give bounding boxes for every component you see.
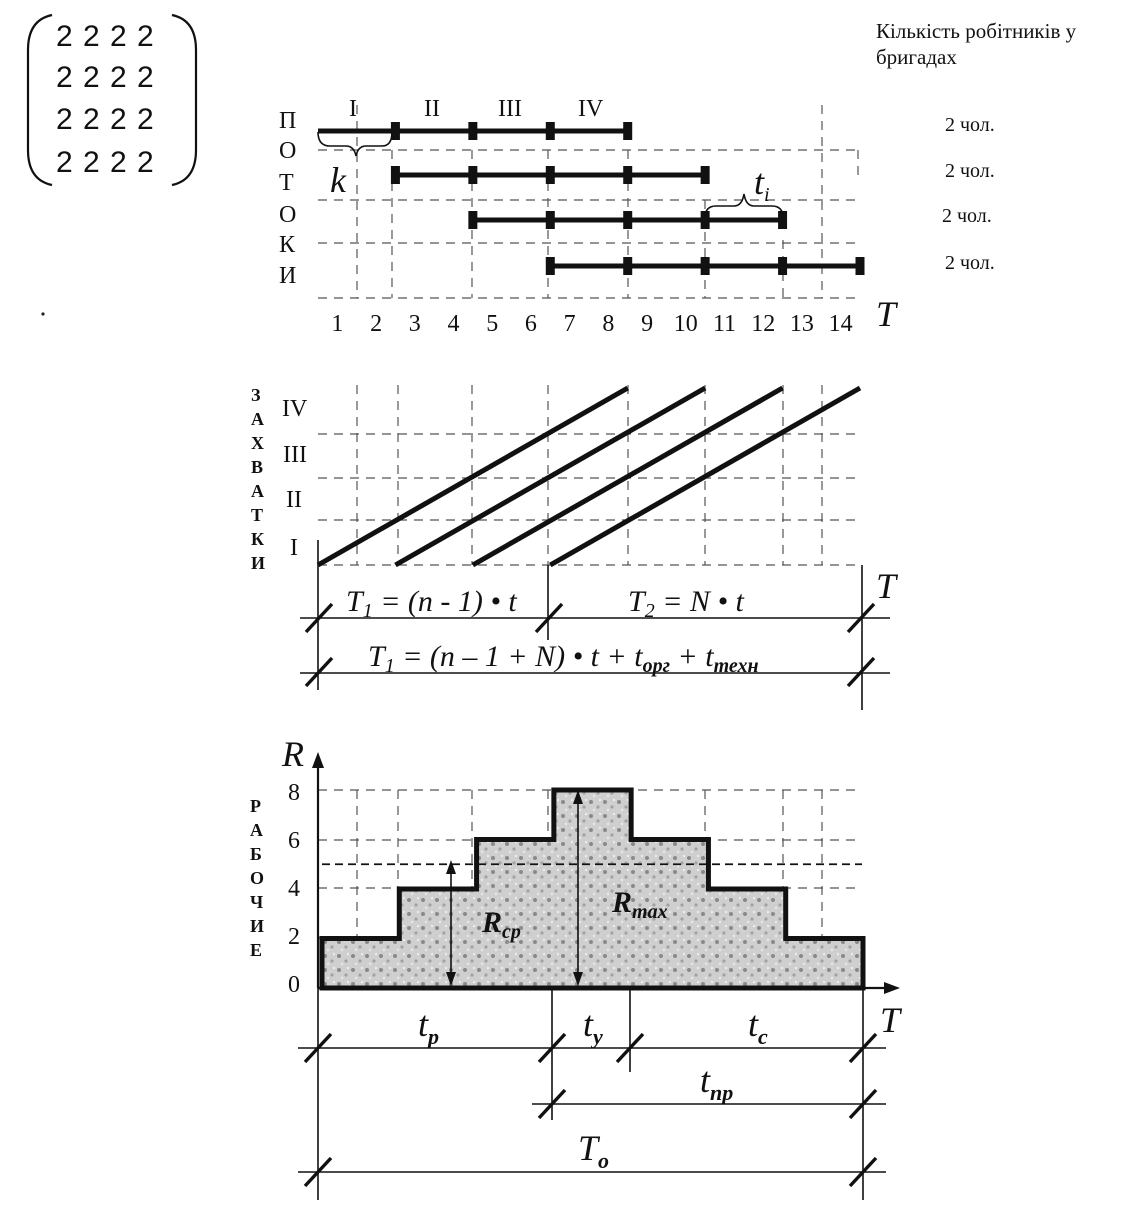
linear-y-tick: III (283, 442, 307, 468)
stream-diagonal (395, 388, 705, 565)
linear-stream-lines (318, 388, 860, 565)
resource-y-tick: 2 (288, 924, 300, 950)
matrix-cell: 2 (56, 103, 73, 136)
label-letter: И (251, 553, 266, 573)
stage-label: II (424, 96, 440, 122)
matrix-cell: 2 (56, 146, 73, 179)
label-letter: К (279, 232, 296, 258)
resource-y-axis-label: R (282, 734, 304, 774)
crew-matrix (28, 15, 196, 185)
cyclogram-x-axis-label: T (876, 294, 897, 334)
t-p-label: $t_р$ (418, 1004, 440, 1049)
linear-x-axis-label: T (876, 566, 897, 606)
label-letter: О (250, 868, 265, 888)
formula-t1: $T_1 = (n - 1)$ • t (346, 585, 517, 622)
label-letter: И (279, 263, 297, 289)
r-avg-label: $R_{ср}$ (482, 906, 521, 943)
label-letter: О (279, 138, 297, 164)
ti-brace (705, 194, 783, 218)
label-letter: О (279, 202, 297, 228)
resource-chart (250, 734, 903, 1200)
cyclogram-x-tick: 12 (751, 311, 776, 337)
matrix-cell: 2 (110, 20, 127, 53)
matrix-cell: 2 (83, 61, 100, 94)
label-letter: К (251, 529, 265, 549)
linear-y-tick: I (290, 535, 298, 561)
label-letter: П (279, 108, 297, 134)
resource-vertical-label (250, 796, 264, 960)
cyclogram-x-tick: 10 (673, 311, 698, 337)
label-letter: А (251, 481, 264, 501)
cyclogram-x-tick: 6 (524, 311, 537, 337)
formula-total: $T_1 = (n - 1 + N)$ • $t + t_{орг} + t_{техн}$ (368, 640, 759, 677)
cyclogram-x-tick: 13 (789, 311, 814, 337)
matrix-cell: 2 (110, 103, 127, 136)
ti-label: ti (754, 162, 770, 206)
stage-label: IV (578, 96, 604, 122)
label-letter: Т (251, 505, 264, 525)
label-letter: Р (250, 796, 261, 816)
label-letter: А (250, 820, 263, 840)
resource-profile (322, 790, 863, 988)
cyclogram-x-ticks (331, 311, 852, 337)
stream-diagonal (318, 388, 628, 565)
cyclogram-vertical-label (279, 108, 296, 289)
cyclogram-x-tick: 4 (447, 311, 460, 337)
matrix-cell: 2 (83, 20, 100, 53)
label-letter: Т (279, 170, 294, 196)
stage-label: I (349, 96, 357, 122)
resource-y-arrow (312, 752, 324, 768)
t-y-label: $t_у$ (583, 1004, 603, 1049)
label-letter: Б (250, 844, 262, 864)
crew-count: 2 чол. (942, 205, 992, 227)
label-letter: В (251, 457, 264, 477)
resource-y-tick: 8 (288, 780, 300, 806)
cyclogram-x-tick: 1 (331, 311, 344, 337)
stream-diagonal (473, 388, 783, 565)
crew-heading: Кількість робітників у бригадах (876, 19, 1077, 69)
k-brace (318, 132, 392, 156)
matrix-cell: 2 (83, 103, 100, 136)
resource-y-tick: 4 (288, 876, 300, 902)
cyclogram (279, 96, 899, 337)
matrix-cell: 2 (137, 146, 154, 179)
crew-heading-box (876, 18, 1140, 88)
crew-count: 2 чол. (945, 114, 995, 136)
crew-count: 2 чол. (945, 252, 995, 274)
matrix-cell: 2 (56, 20, 73, 53)
matrix-cell: 2 (56, 61, 73, 94)
matrix-cell: 2 (110, 146, 127, 179)
linear-y-tick: II (286, 487, 302, 513)
cyclogram-x-tick: 7 (563, 311, 576, 337)
cyclogram-x-tick: 3 (408, 311, 421, 337)
linear-chart (251, 385, 899, 710)
cyclogram-x-tick: 11 (712, 311, 737, 337)
cyclogram-x-tick: 14 (828, 311, 853, 337)
label-letter: Х (251, 433, 264, 453)
cyclogram-x-tick: 5 (486, 311, 499, 337)
matrix-cell: 2 (137, 20, 154, 53)
cyclogram-x-tick: 2 (370, 311, 383, 337)
label-letter: И (250, 916, 265, 936)
label-letter: Ч (250, 892, 264, 912)
resource-x-arrow (884, 982, 900, 994)
t-np-label: $t_{пр}$ (700, 1060, 734, 1105)
linear-vertical-label (251, 385, 265, 573)
linear-y-tick: IV (282, 396, 308, 422)
resource-x-axis-label: T (880, 1000, 901, 1040)
label-letter: А (251, 409, 264, 429)
matrix-cell: 2 (83, 146, 100, 179)
r-max-label: $R_{max}$ (612, 886, 668, 923)
stream-diagonal (550, 388, 860, 565)
matrix-cell: 2 (137, 103, 154, 136)
cyclogram-x-tick: 8 (602, 311, 615, 337)
crew-count: 2 чол. (945, 160, 995, 182)
formula-t2: $T_2 = N$ • t (628, 585, 744, 622)
label-letter: Е (250, 940, 263, 960)
cyclogram-bars (318, 122, 860, 275)
stage-label: III (498, 96, 522, 122)
stray-dot (41, 312, 44, 315)
matrix-cell: 2 (110, 61, 127, 94)
t-c-label: $t_с$ (748, 1004, 768, 1049)
label-letter: З (251, 385, 261, 405)
k-label: k (330, 160, 346, 200)
matrix-cell: 2 (137, 61, 154, 94)
cyclogram-x-tick: 9 (641, 311, 654, 337)
resource-y-tick: 6 (288, 828, 300, 854)
resource-y-tick: 0 (288, 972, 300, 998)
t-o-label: $T_o$ (578, 1128, 610, 1173)
